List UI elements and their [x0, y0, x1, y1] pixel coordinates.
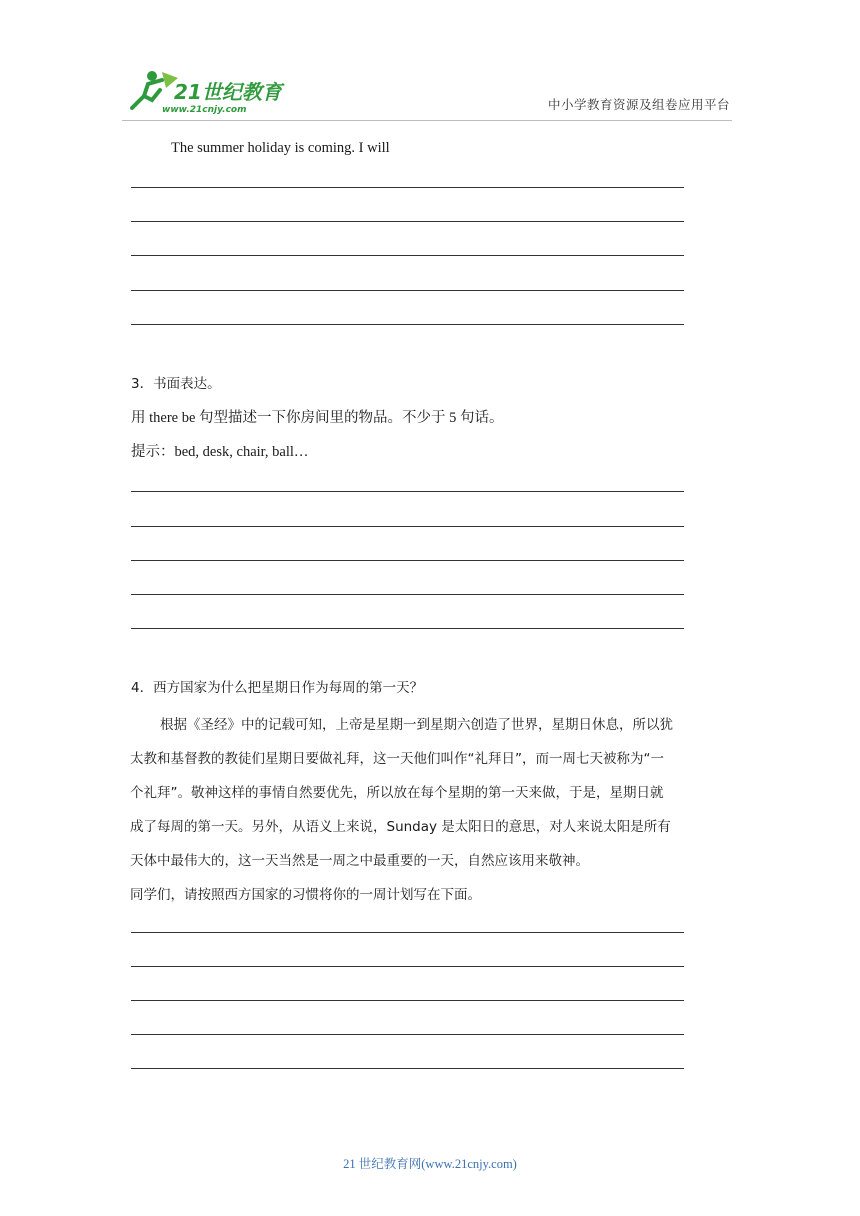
answer-line[interactable]	[131, 932, 684, 933]
footer-link[interactable]: 21 世纪教育网(www.21cnjy.com)	[343, 1157, 517, 1171]
passage-line: 个礼拜”。敬神这样的事情自然要优先，所以放在每个星期的第一天来做，于是，星期日就	[130, 785, 664, 801]
answer-line[interactable]	[131, 628, 684, 629]
q4-passage	[130, 708, 742, 912]
answer-line[interactable]	[131, 594, 684, 595]
logo-text: 21世纪教育	[174, 80, 282, 104]
answer-line[interactable]	[131, 526, 684, 527]
passage-line: 太教和基督教的教徒们星期日要做礼拜，这一天他们叫作“礼拜日”，而一周七天被称为“一	[130, 751, 664, 767]
q2-prompt: The summer holiday is coming. I will	[171, 140, 390, 156]
q4-title: 4．西方国家为什么把星期日作为每周的第一天？	[131, 680, 424, 696]
answer-line[interactable]	[131, 1034, 684, 1035]
q3-hint: 提示：bed, desk, chair, ball…	[131, 444, 309, 460]
site-logo	[122, 68, 292, 118]
answer-line[interactable]	[131, 1068, 684, 1069]
header-divider	[122, 120, 732, 121]
platform-name: 中小学教育资源及组卷应用平台	[547, 97, 730, 112]
answer-line[interactable]	[131, 1000, 684, 1001]
passage-line: 天体中最伟大的，这一天当然是一周之中最重要的一天，自然应该用来敬神。	[130, 853, 589, 869]
answer-line[interactable]	[131, 560, 684, 561]
passage-line: 根据《圣经》中的记载可知，上帝是星期一到星期六创造了世界，星期日休息，所以犹	[160, 717, 673, 733]
q3-instruction: 用 there be 句型描述一下你房间里的物品。不少于 5 句话。	[131, 410, 504, 426]
answer-line[interactable]	[131, 187, 684, 188]
answer-line[interactable]	[131, 255, 684, 256]
passage-line: 成了每周的第一天。另外，从语义上来说，Sunday 是太阳日的意思，对人来说太阳是所有	[130, 819, 671, 835]
q4-instruction: 同学们，请按照西方国家的习惯将你的一周计划写在下面。	[130, 887, 481, 903]
q3-title: 3．书面表达。	[131, 376, 221, 392]
runner-icon	[132, 71, 178, 108]
answer-line[interactable]	[131, 324, 684, 325]
answer-line[interactable]	[131, 966, 684, 967]
answer-line[interactable]	[131, 221, 684, 222]
logo-url: www.21cnjy.com	[162, 105, 247, 115]
answer-line[interactable]	[131, 290, 684, 291]
answer-line[interactable]	[131, 491, 684, 492]
